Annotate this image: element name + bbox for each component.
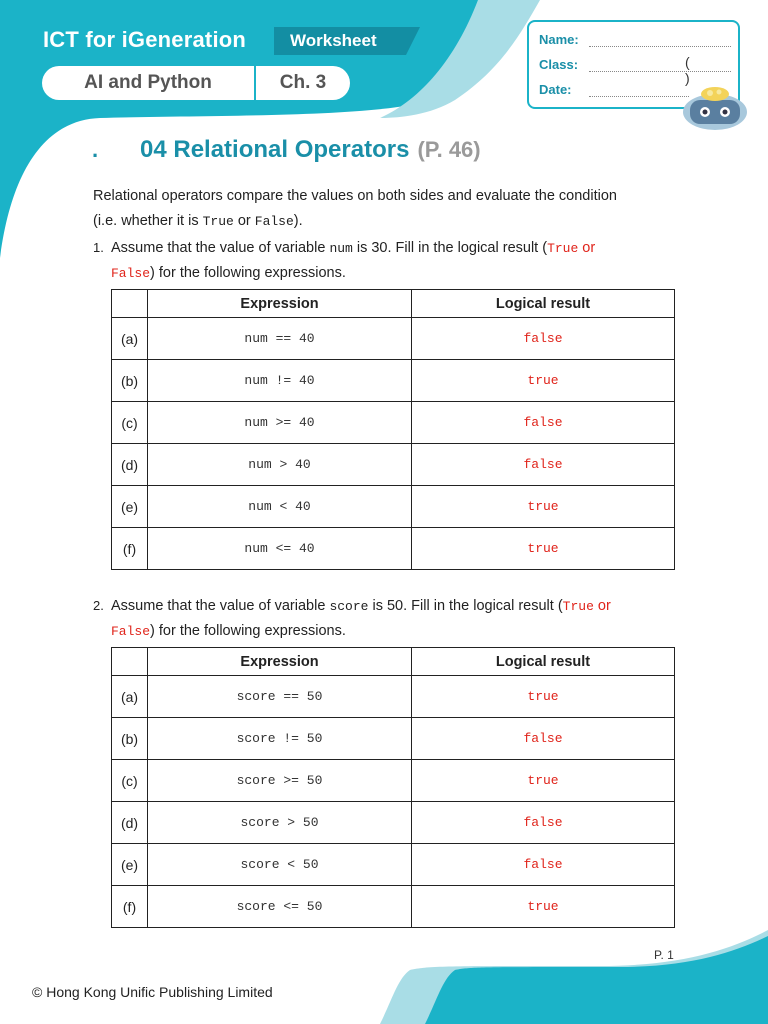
table-row	[112, 402, 675, 444]
table-row	[112, 360, 675, 402]
expression-cell: score > 50	[148, 802, 412, 844]
footer-wave	[0, 930, 768, 1024]
question-1-line-1: 1. Assume that the value of variable num is 30. Fill in the logical result (True or	[93, 235, 595, 261]
row-label: (d)	[112, 802, 148, 844]
title-page-ref: (P. 46)	[417, 137, 481, 162]
worksheet-tag	[274, 27, 420, 55]
question-number: 2.	[93, 598, 104, 613]
date-field[interactable]	[589, 85, 689, 97]
expression-cell: score >= 50	[148, 760, 412, 802]
false-keyword: False	[111, 266, 151, 281]
header-expression: Expression	[148, 290, 412, 318]
worksheet-tag-label: Worksheet	[290, 31, 377, 50]
header-blank	[112, 648, 148, 676]
answer-cell[interactable]: false	[412, 444, 675, 486]
true-keyword: True	[562, 599, 594, 614]
answer-cell[interactable]: true	[412, 760, 675, 802]
name-label: Name:	[539, 32, 579, 47]
title-bullet: .	[92, 137, 99, 162]
class-row	[539, 54, 731, 86]
row-label: (c)	[112, 402, 148, 444]
expression-cell: num >= 40	[148, 402, 412, 444]
row-label: (d)	[112, 444, 148, 486]
answer-cell[interactable]: false	[412, 318, 675, 360]
expression-cell: score <= 50	[148, 886, 412, 928]
row-label: (e)	[112, 486, 148, 528]
question-2-table	[111, 647, 675, 928]
row-label: (f)	[112, 886, 148, 928]
expression-cell: num != 40	[148, 360, 412, 402]
chapter-label: Ch. 3	[279, 72, 327, 93]
answer-cell[interactable]: false	[412, 844, 675, 886]
expression-cell: score == 50	[148, 676, 412, 718]
class-field[interactable]	[589, 54, 731, 86]
row-label: (f)	[112, 528, 148, 570]
variable-name: score	[329, 599, 369, 614]
question-number: 1.	[93, 240, 104, 255]
question-1-table	[111, 289, 675, 570]
table-row	[112, 486, 675, 528]
answer-cell[interactable]: true	[412, 360, 675, 402]
expression-cell: num == 40	[148, 318, 412, 360]
page-number: P. 1	[654, 948, 674, 962]
subject-pill	[42, 66, 350, 100]
row-label: (e)	[112, 844, 148, 886]
table-row	[112, 318, 675, 360]
class-label: Class:	[539, 57, 579, 72]
name-row	[539, 32, 731, 47]
header-logical-result: Logical result	[412, 290, 675, 318]
table-header-row	[112, 648, 675, 676]
intro-line-2: (i.e. whether it is True or False).	[93, 213, 303, 229]
brand-title: ICT for iGeneration	[43, 27, 247, 52]
false-keyword: False	[254, 214, 294, 229]
row-label: (a)	[112, 676, 148, 718]
question-1-line-2: False) for the following expressions.	[111, 265, 346, 281]
answer-cell[interactable]: true	[412, 486, 675, 528]
answer-cell[interactable]: true	[412, 676, 675, 718]
answer-cell[interactable]: true	[412, 528, 675, 570]
copyright-notice: © Hong Kong Unific Publishing Limited	[32, 984, 273, 1000]
table-row	[112, 844, 675, 886]
answer-cell[interactable]: false	[412, 802, 675, 844]
row-label: (c)	[112, 760, 148, 802]
table-row	[112, 528, 675, 570]
expression-cell: num < 40	[148, 486, 412, 528]
table-row	[112, 802, 675, 844]
answer-cell[interactable]: true	[412, 886, 675, 928]
expression-cell: num > 40	[148, 444, 412, 486]
class-number-parentheses: ( )	[685, 54, 714, 86]
expression-cell: num <= 40	[148, 528, 412, 570]
answer-cell[interactable]: false	[412, 402, 675, 444]
subject-label: AI and Python	[84, 72, 212, 93]
variable-name: num	[329, 241, 353, 256]
row-label: (b)	[112, 360, 148, 402]
answer-cell[interactable]: false	[412, 718, 675, 760]
table-row	[112, 760, 675, 802]
question-2-line-1: 2. Assume that the value of variable score is 50. Fill in the logical result (True or	[93, 593, 611, 619]
question-2	[93, 593, 611, 644]
intro-paragraph	[93, 184, 617, 234]
header-blank	[112, 290, 148, 318]
true-keyword: True	[202, 214, 234, 229]
table-row	[112, 718, 675, 760]
question-1	[93, 235, 595, 286]
date-label: Date:	[539, 82, 572, 97]
row-label: (a)	[112, 318, 148, 360]
table-header-row	[112, 290, 675, 318]
header-logical-result: Logical result	[412, 648, 675, 676]
section-title	[92, 136, 481, 164]
question-2-line-2: False) for the following expressions.	[111, 623, 346, 639]
table-row	[112, 444, 675, 486]
table-row	[112, 676, 675, 718]
date-row	[539, 82, 689, 97]
robot-mascot-icon	[680, 86, 750, 132]
intro-line-1: Relational operators compare the values on both sides and evaluate the condition	[93, 188, 617, 204]
true-keyword: True	[547, 241, 579, 256]
name-field[interactable]	[589, 35, 731, 47]
row-label: (b)	[112, 718, 148, 760]
title-text: 04 Relational Operators	[140, 136, 410, 163]
false-keyword: False	[111, 624, 151, 639]
table-row	[112, 886, 675, 928]
header-expression: Expression	[148, 648, 412, 676]
expression-cell: score < 50	[148, 844, 412, 886]
expression-cell: score != 50	[148, 718, 412, 760]
